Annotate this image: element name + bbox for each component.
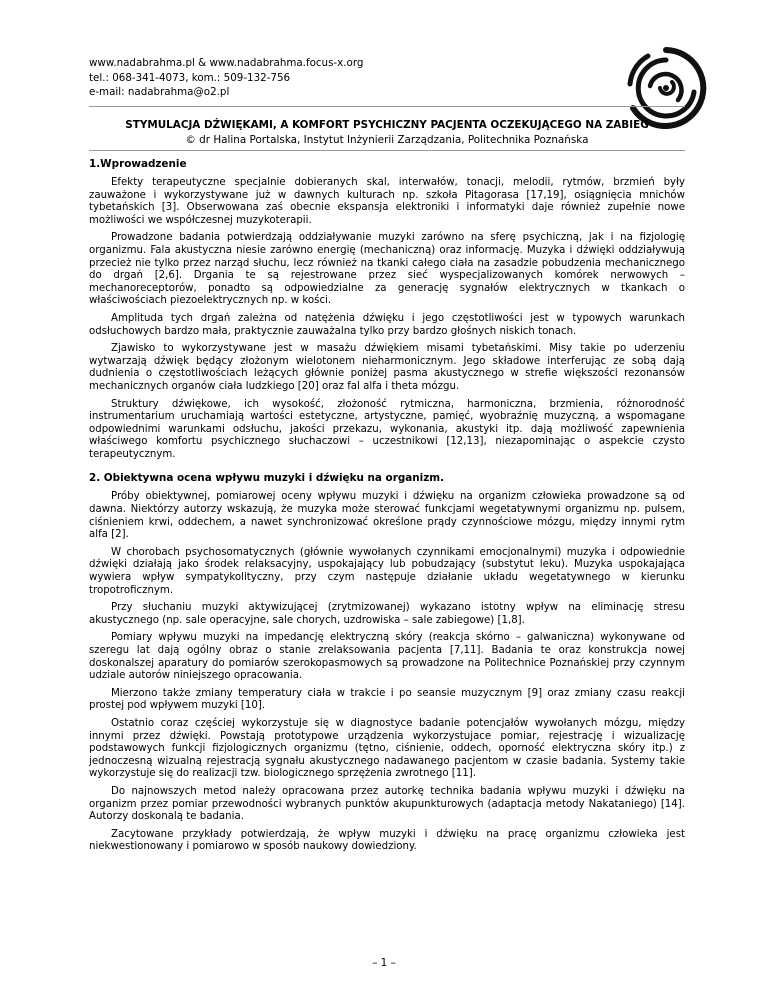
page-number: – 1 – xyxy=(372,957,396,969)
header-divider xyxy=(89,106,685,107)
title-block xyxy=(89,118,685,148)
contact-header xyxy=(89,56,363,100)
email-text: e-mail: nadabrahma@o2.pl xyxy=(89,86,230,98)
paragraph: Próby obiektywnej, pomiarowej oceny wpływu muzyki i dźwięku na organizm człowieka prowadzone są od dawna. Niektórzy autorzy wskazują, że muzyka może sterować funkcjami wegetatywnymi organizmu np. pulsem, ciśnieniem krwi, oddechem, a nawet synchronizować określone prądy czynnościowe mózgu, między innymi rytm alfa [2]. xyxy=(89,491,685,541)
document-title: STYMULACJA DŹWIĘKAMI, A KOMFORT PSYCHICZNY PACJENTA OCZEKUJĄCEGO NA ZABIEG xyxy=(125,119,649,131)
section-heading: 1.Wprowadzenie xyxy=(89,158,187,170)
section-introduction xyxy=(89,157,685,461)
paragraph: W chorobach psychosomatycznych (głównie wywołanych czynnikami emocjonalnymi) muzyka i odpowiednie dźwięki działają jako środek relaksacyjny, uspokajający lub pobudzający (substytut leku). Muzyka uspokajająca wywiera wpływ sympatykolityczny, przy czym następuje działanie układu wegetatywnego w kierunku tropotroficznym. xyxy=(89,546,685,596)
paragraph: Mierzono także zmiany temperatury ciała w trakcie i po seansie muzycznym [9] oraz zmiany czasu reakcji prostej pod wpływem muzyki [10]. xyxy=(89,687,685,712)
phone-text: tel.: 068-341-4073, kom.: 509-132-756 xyxy=(89,71,291,84)
paragraph: Prowadzone badania potwierdzają oddziaływanie muzyki zarówno na sferę psychiczną, jak i na fizjologię organizmu. Fala akustyczna niesie zarówno energię (mechaniczną) oraz informację. Muzyka i dźwięki oddziaływują przecież nie tylko przez narząd słuchu, lecz również na tkanki całego ciała na zasadzie pobudzenia mechanicznego do drgań [2,6]. Drgania te są rejestrowane przez sieć wyspecjalizowanych komórek nerwowych – mechanoreceptorów, ponadto są odpowiedzialne za generację sygnałów elektrycznych w tkankach o właściwościach piezoelektrycznych np. w kości. xyxy=(89,232,685,307)
website-text: www.nadabrahma.pl & www.nadabrahma.focus-x.org xyxy=(89,57,364,69)
paragraph: Efekty terapeutyczne specjalnie dobieranych skal, interwałów, tonacji, melodii, rytmów, brzmień były zauważone i wykorzystywane już w dawnych kulturach np. szkoła Pitagorasa [17,19], osiągnięcia mnichów tybetańskich [3]. Obserwowana zaś obecnie ekspansja elektroniki i informatyki daje również zupełnie nowe możliwości we współczesnej muzykoterapii. xyxy=(89,177,685,226)
paragraph: Amplituda tych drgań zależna od natężenia dźwięku i jego częstotliwości jest w typowych warunkach odsłuchowych bardzo mała, praktycznie zauważalna tylko przy bardzo głośnych niskich tonach. xyxy=(89,312,685,337)
document-body xyxy=(89,157,685,859)
paragraph: Struktury dźwiękowe, ich wysokość, złożoność rytmiczna, harmoniczna, brzmienia, różnorodność instrumentarium uruchamiają wartości estetyczne, artystyczne, pamięć, wyobraźnię muzyczną, a wspomagane odpowiednimi warunkami odsłuchu, jakości przekazu, wykonania, akustyki itp. dają możliwość zapewnienia właściwego komfortu psychicznego słuchaczowi – uczestnikowi [12,13], niezapominając o aspekcie czysto terapeutycznym. xyxy=(89,398,685,460)
paragraph: Ostatnio coraz częściej wykorzystuje się w diagnostyce badanie potencjałów wywołanych mózgu, między innymi przez dźwięki. Powstają prototypowe urządzenia wykorzystujace pomiar, rejestrację i wizualizację podstawowych funkcji fizjologicznych organizmu (tętno, ciśnienie, oddech, oporność elektryczna skóry itp.) z jednoczesną wizualną rejestracją sygnału akustycznego nadawanego pacjentom w czasie badania. Systemy takie wykorzystuje się do realizacji tzw. biologicznego sprzężenia zwrotnego [11]. xyxy=(89,717,685,780)
section-objective-assessment xyxy=(89,471,685,853)
section-heading: 2. Obiektywna ocena wpływu muzyki i dźwięku na organizm. xyxy=(89,472,445,485)
paragraph: Przy słuchaniu muzyki aktywizującej (zrytmizowanej) wykazano istotny wpływ na eliminację stresu akustycznego (np. sale operacyjne, sale chorych, uzdrowiska – sale zabiegowe) [1,8]. xyxy=(89,602,685,626)
document-author: © dr Halina Portalska, Instytut Inżynierii Zarządzania, Politechnika Poznańska xyxy=(185,134,589,146)
paragraph: Pomiary wpływu muzyki na impedancję elektryczną skóry (reakcja skórno – galwaniczna) wykonywane od szeregu lat dają ogólny obraz o stanie zrelaksowania pacjenta [7,11]. Badania te oraz konstrukcja nowej doskonalszej aparatury do pomiarów szerokopasmowych są prowadzone na Politechnice Poznańskiej przy czynnym udziale autorów niniejszego opracowania. xyxy=(89,632,685,682)
paragraph: Zjawisko to wykorzystywane jest w masażu dźwiękiem misami tybetańskimi. Misy takie po uderzeniu wytwarzają dźwięk będący złożonym wielotonem nieharmonicznym. Jego składowe interferując ze sobą dają dudnienia o częstotliwościach leżących głównie poniżej pasma akustycznego w strefie większości rezonansów mechanicznych organów ciała ludzkiego [20] oraz fal alfa i theta mózgu. xyxy=(89,343,685,392)
paragraph: Do najnowszych metod należy opracowana przez autorkę technika badania wpływu muzyki i dźwięku na organizm przez pomiar przewodności wybranych punktów akupunkturowych (adaptacja metody Nakataniego) [14]. Autorzy doskonalą te badania. xyxy=(89,785,685,823)
title-divider xyxy=(89,150,685,151)
paragraph: Zacytowane przykłady potwierdzają, że wpływ muzyki i dźwięku na pracę organizmu człowieka jest niekwestionowany i pomiarowo w sposób naukowy dowiedziony. xyxy=(89,828,685,853)
